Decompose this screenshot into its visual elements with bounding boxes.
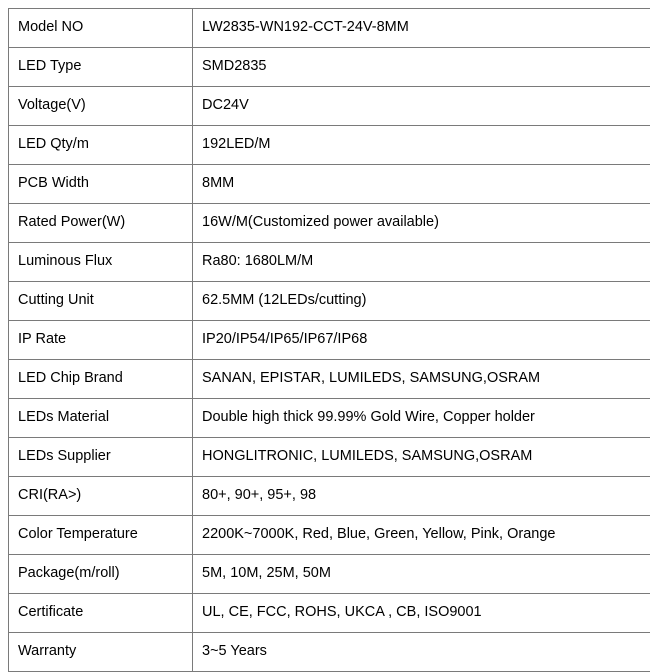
spec-value: DC24V [193,87,650,126]
spec-value: 16W/M(Customized power available) [193,204,650,243]
spec-label: LED Type [9,48,193,87]
spec-label: Cutting Unit [9,282,193,321]
table-row [9,9,650,48]
spec-label: PCB Width [9,165,193,204]
table-row [9,477,650,516]
table-row [9,282,650,321]
spec-value: SMD2835 [193,48,650,87]
spec-value: IP20/IP54/IP65/IP67/IP68 [193,321,650,360]
spec-value: 3~5 Years [193,633,650,672]
table-row [9,360,650,399]
spec-label: LEDs Supplier [9,438,193,477]
spec-label: Package(m/roll) [9,555,193,594]
specification-table [8,8,650,672]
table-row [9,126,650,165]
spec-value: 62.5MM (12LEDs/cutting) [193,282,650,321]
spec-value: 8MM [193,165,650,204]
table-row [9,633,650,672]
table-row [9,555,650,594]
spec-value: 192LED/M [193,126,650,165]
table-row [9,321,650,360]
spec-label: LEDs Material [9,399,193,438]
table-row [9,165,650,204]
spec-label: Warranty [9,633,193,672]
spec-label: Voltage(V) [9,87,193,126]
spec-label: Rated Power(W) [9,204,193,243]
table-row [9,594,650,633]
spec-value: Ra80: 1680LM/M [193,243,650,282]
spec-label: Color Temperature [9,516,193,555]
spec-label: IP Rate [9,321,193,360]
specification-table-body [9,9,650,672]
spec-label: CRI(RA>) [9,477,193,516]
table-row [9,399,650,438]
spec-label: Luminous Flux [9,243,193,282]
spec-value: Double high thick 99.99% Gold Wire, Copper holder [193,399,650,438]
spec-value: 5M, 10M, 25M, 50M [193,555,650,594]
table-row [9,48,650,87]
spec-label: Model NO [9,9,193,48]
table-row [9,204,650,243]
table-row [9,87,650,126]
table-row [9,243,650,282]
spec-value: LW2835-WN192-CCT-24V-8MM [193,9,650,48]
spec-label: LED Chip Brand [9,360,193,399]
spec-value: 80+, 90+, 95+, 98 [193,477,650,516]
spec-value: 2200K~7000K, Red, Blue, Green, Yellow, Pink, Orange [193,516,650,555]
spec-value: UL, CE, FCC, ROHS, UKCA , CB, ISO9001 [193,594,650,633]
spec-value: SANAN, EPISTAR, LUMILEDS, SAMSUNG,OSRAM [193,360,650,399]
spec-label: Certificate [9,594,193,633]
table-row [9,438,650,477]
spec-label: LED Qty/m [9,126,193,165]
spec-value: HONGLITRONIC, LUMILEDS, SAMSUNG,OSRAM [193,438,650,477]
table-row [9,516,650,555]
